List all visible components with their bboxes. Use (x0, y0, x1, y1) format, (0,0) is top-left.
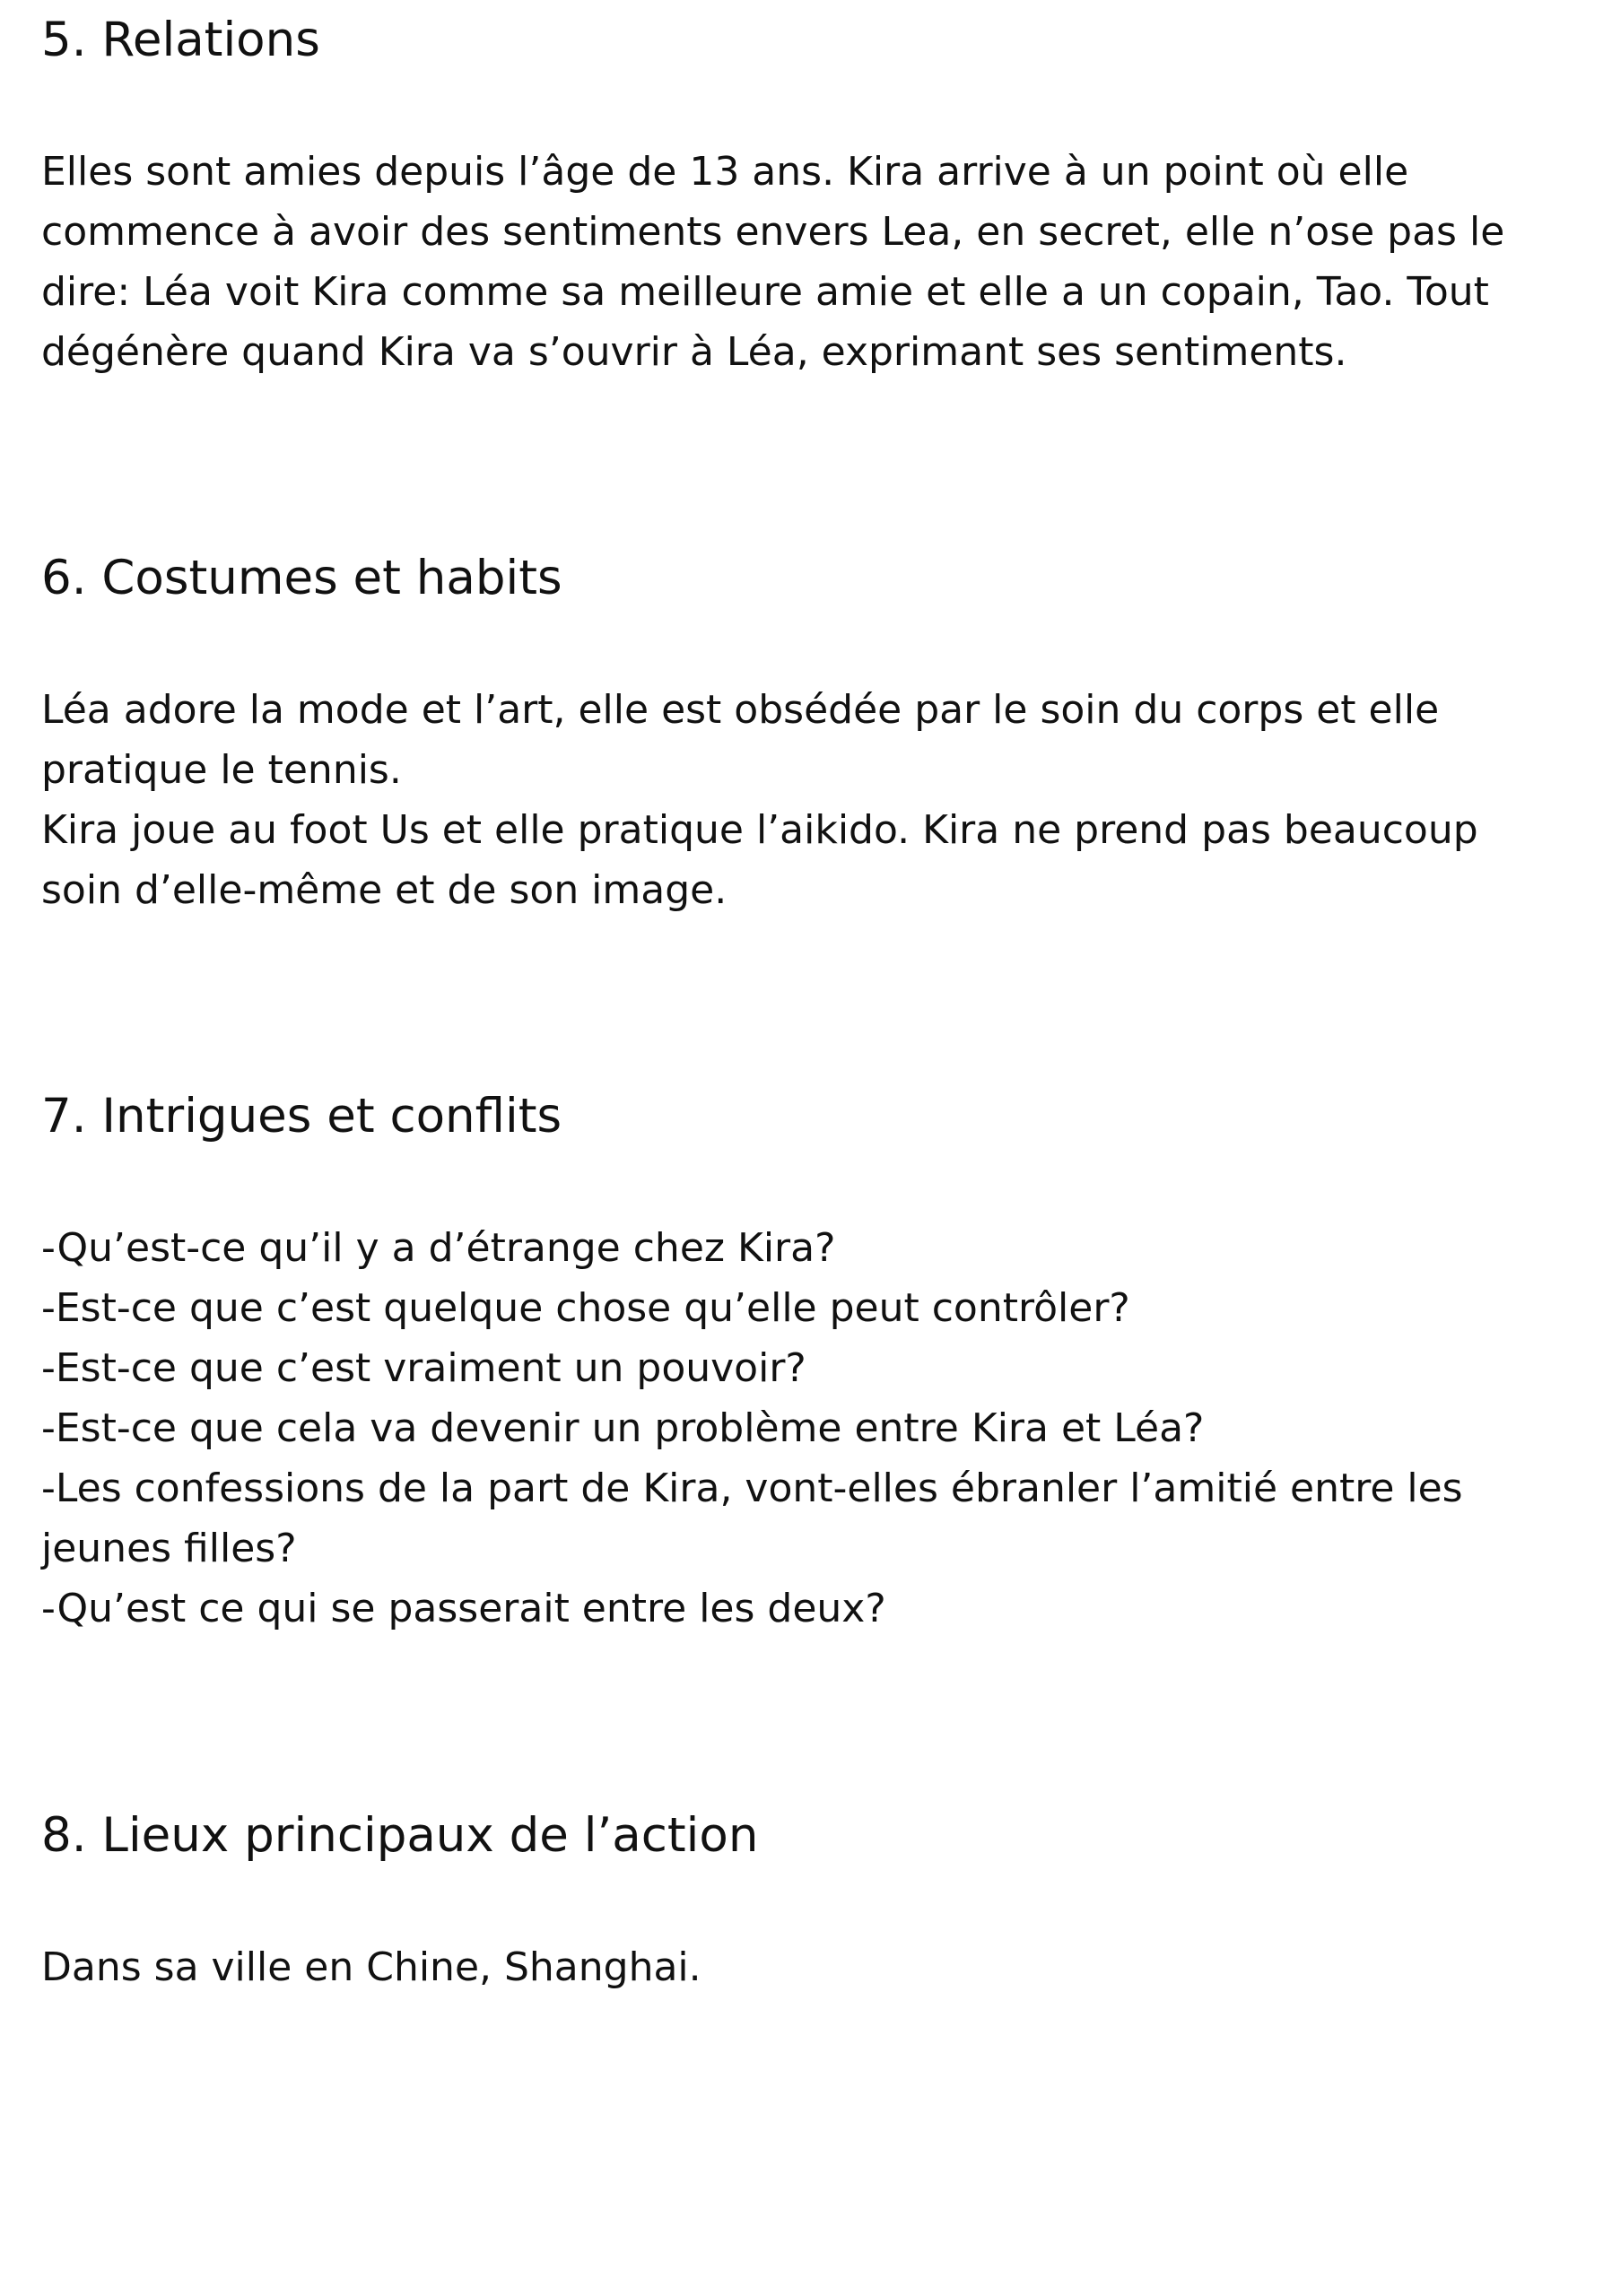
text-line: -Les confessions de la part de Kira, vont-elles ébranler l’amitié entre les (41, 1465, 1463, 1511)
section-lieux (41, 1806, 1575, 1997)
text-line: -Qu’est-ce qu’il y a d’étrange chez Kira? (41, 1225, 836, 1271)
text-line: -Est-ce que c’est vraiment un pouvoir? (41, 1345, 806, 1391)
section-body (41, 680, 1575, 920)
section-heading: 8. Lieux principaux de l’action (41, 1808, 759, 1863)
text-line: Elles sont amies depuis l’âge de 13 ans. Kira arrive à un point où elle (41, 149, 1409, 195)
text-line: pratique le tennis. (41, 747, 402, 793)
text-line: -Est-ce que c’est quelque chose qu’elle peut contrôler? (41, 1285, 1130, 1331)
text-line: Dans sa ville en Chine, Shanghai. (41, 1944, 701, 1990)
text-line: commence à avoir des sentiments envers Lea, en secret, elle n’ose pas le (41, 209, 1505, 255)
section-body (41, 1218, 1575, 1639)
text-line: Léa adore la mode et l’art, elle est obsédée par le soin du corps et elle (41, 687, 1440, 733)
text-line: -Qu’est ce qui se passerait entre les deux? (41, 1586, 886, 1631)
section-body (41, 1937, 1575, 1997)
section-intrigues (41, 1087, 1575, 1639)
section-costumes (41, 549, 1575, 920)
text-line: soin d’elle-même et de son image. (41, 867, 728, 913)
section-heading: 7. Intrigues et conflits (41, 1089, 562, 1144)
text-line: dire: Léa voit Kira comme sa meilleure amie et elle a un copain, Tao. Tout (41, 269, 1489, 315)
text-line: Kira joue au foot Us et elle pratique l’aikido. Kira ne prend pas beaucoup (41, 807, 1478, 853)
text-line: -Est-ce que cela va devenir un problème entre Kira et Léa? (41, 1405, 1205, 1451)
text-line: dégénère quand Kira va s’ouvrir à Léa, exprimant ses sentiments. (41, 329, 1347, 375)
section-body (41, 142, 1575, 382)
text-line: jeunes filles? (41, 1526, 297, 1571)
section-heading: 5. Relations (41, 13, 320, 67)
section-heading: 6. Costumes et habits (41, 551, 562, 605)
section-relations (41, 11, 1575, 382)
